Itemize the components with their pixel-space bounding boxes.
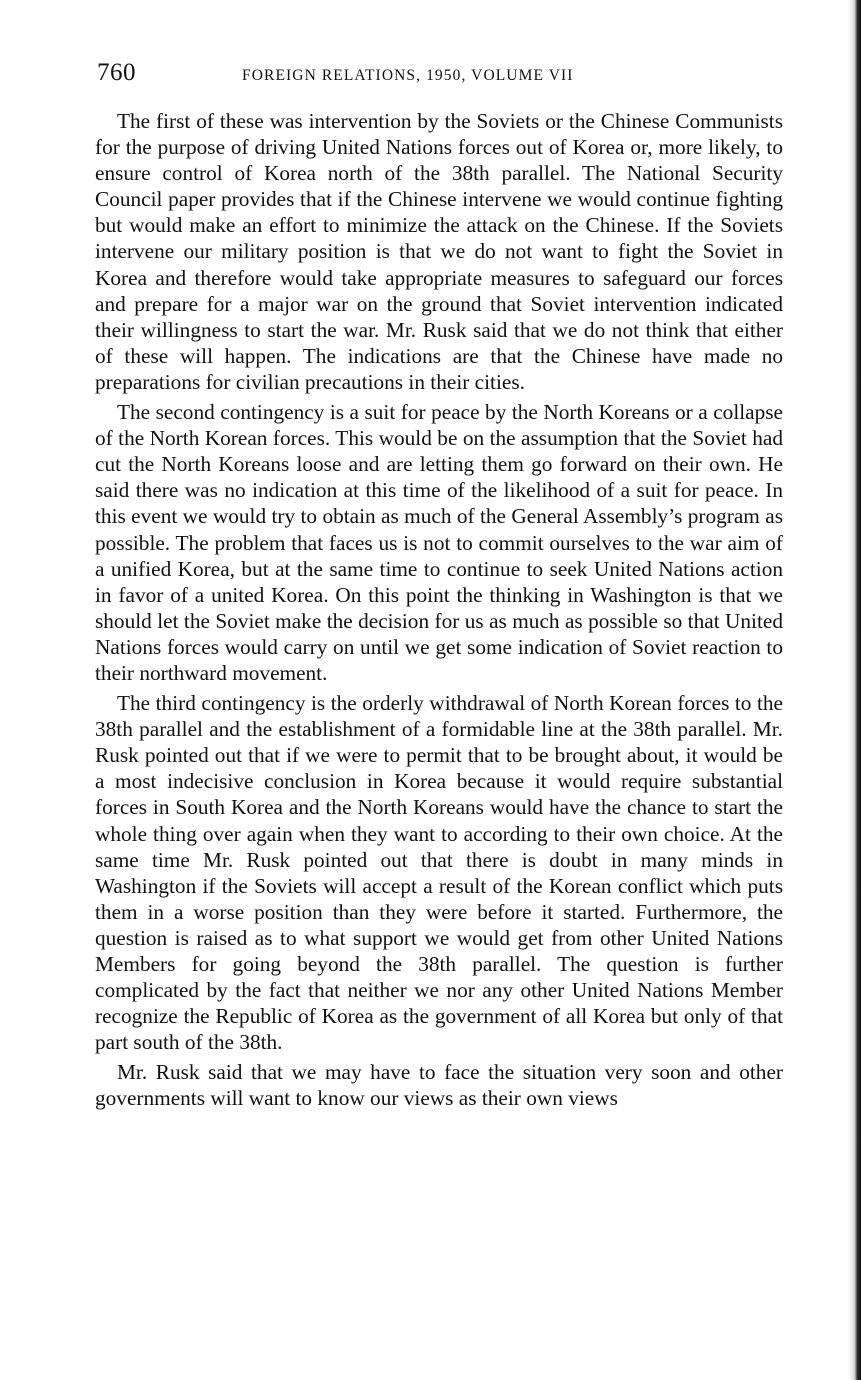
body-text — [95, 108, 783, 1116]
paragraph-rusk-conclusion: Mr. Rusk said that we may have to face the situation very soon and other governments will want to know our views as their own views — [95, 1060, 783, 1111]
paragraph-third-contingency: The third contingency is the orderly withdrawal of North Korean forces to the 38th parallel and the establishment of a formidable line at the 38th parallel. Mr. Rusk pointed out that if we were to permit that to be brought about, it would be a most indecisive conclusion in Korea because it would require substantial forces in South Korea and the North Koreans would have the chance to start the whole thing over again when they want to according to their own choice. At the same time Mr. Rusk pointed out that there is doubt in many minds in Washington if the Soviets will accept a result of the Korean conflict which puts them in a worse position than they were before it started. Furthermore, the question is raised as to what support we would get from other United Nations Members for going beyond the 38th parallel. The question is further complicated by the fact that neither we nor any other United Nations Member recognize the Republic of Korea as the government of all Korea but only of that part south of the 38th. — [95, 691, 783, 1055]
paragraph-first-contingency: The first of these was intervention by the Soviets or the Chinese Communists for the purpose of driving United Nations forces out of Korea or, more likely, to ensure control of Korea north of the 38th parallel. The National Security Council paper provides that if the Chinese intervene we would continue fighting but would make an effort to minimize the attack on the Chinese. If the Soviets intervene our military position is that we do not want to fight the Soviet in Korea and therefore would take appropriate measures to safeguard our forces and prepare for a major war on the ground that Soviet intervention indicated their willingness to start the war. Mr. Rusk said that we do not think that either of these will happen. The indications are that the Chinese have made no preparations for civilian precautions in their cities. — [95, 109, 783, 394]
page-number: 760 — [97, 59, 136, 86]
paragraph-second-contingency: The second contingency is a suit for peace by the North Koreans or a collapse of the North Korean forces. This would be on the assumption that the Soviet had cut the North Koreans loose and are letting them go forward on their own. He said there was no indication at this time of the likelihood of a suit for peace. In this event we would try to obtain as much of the General Assembly’s program as possible. The problem that faces us is not to commit ourselves to the war aim of a unified Korea, but at the same time to continue to seek United Nations action in favor of a united Korea. On this point the thinking in Washington is that we should let the Soviet make the decision for us as much as possible so that United Nations forces would carry on until we get some indication of Soviet reaction to their northward movement. — [95, 400, 783, 685]
running-title: FOREIGN RELATIONS, 1950, VOLUME VII — [242, 67, 574, 84]
scan-edge-shadow — [847, 0, 861, 1380]
page-header — [97, 58, 787, 92]
